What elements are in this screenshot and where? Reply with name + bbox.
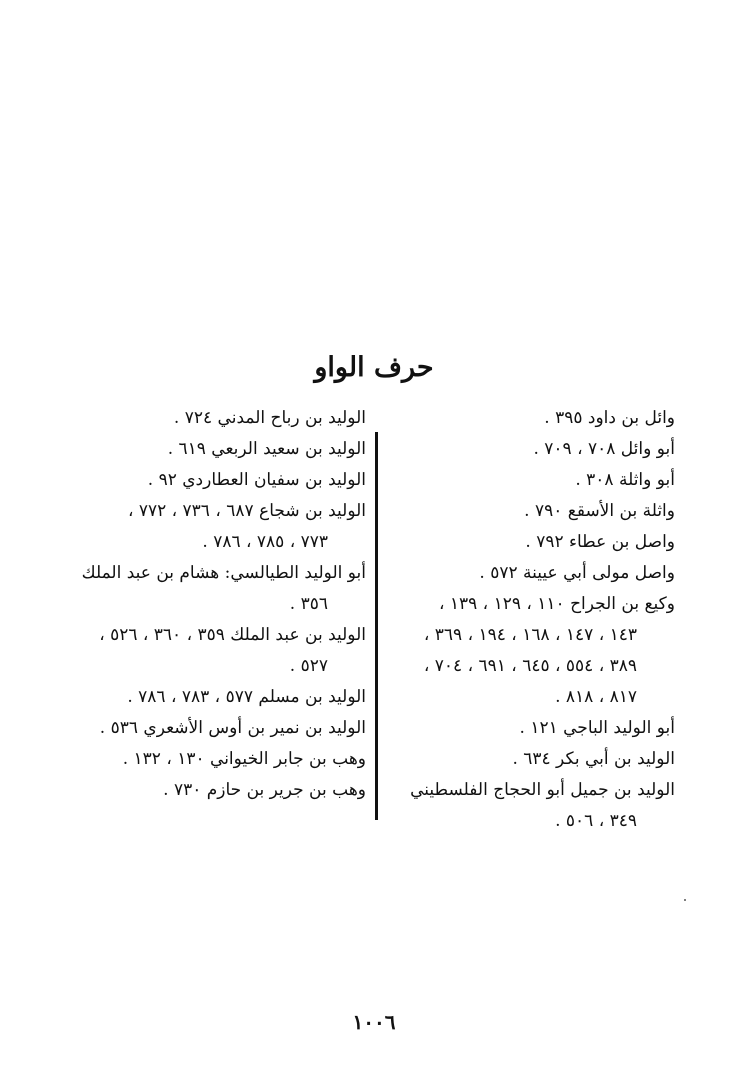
index-entry-text: الوليد بن رباح المدني ٧٢٤ . — [173, 408, 366, 428]
index-entry — [78, 713, 366, 744]
print-speck — [684, 899, 686, 901]
index-entry-text: أبو وائل ٧٠٨ ، ٧٠٩ . — [533, 439, 675, 459]
index-entry — [395, 465, 675, 496]
index-entry-continuation: ١٤٣ ، ١٤٧ ، ١٦٨ ، ١٩٤ ، ٣٦٩ ، — [423, 625, 637, 645]
index-entry — [395, 589, 675, 713]
index-entry — [78, 682, 366, 713]
index-entry-continuation: ٥٢٧ . — [289, 656, 328, 676]
index-entry-text: وهب بن جابر الخيواني ١٣٠ ، ١٣٢ . — [122, 749, 366, 769]
index-entry-continuation: ٣٤٩ ، ٥٠٦ . — [555, 811, 637, 831]
index-entry-text: الوليد بن مسلم ٥٧٧ ، ٧٨٣ ، ٧٨٦ . — [127, 687, 366, 707]
index-entry — [78, 775, 366, 806]
index-entry-continuation: ٨١٧ ، ٨١٨ . — [555, 687, 637, 707]
index-entry — [395, 558, 675, 589]
index-entry-text: أبو الوليد الطيالسي: هشام بن عبد الملك — [81, 563, 366, 583]
index-entry-continuation: ٣٥٦ . — [289, 594, 328, 614]
index-entry-text: الوليد بن جميل أبو الحجاج الفلسطيني — [410, 780, 675, 800]
index-entry-text: أبو واثلة ٣٠٨ . — [575, 470, 675, 490]
index-entry-continuation: ٣٨٩ ، ٥٥٤ ، ٦٤٥ ، ٦٩١ ، ٧٠٤ ، — [423, 656, 637, 676]
index-entry-text: الوليد بن شجاع ٦٨٧ ، ٧٣٦ ، ٧٧٢ ، — [127, 501, 366, 521]
index-entry — [395, 744, 675, 775]
index-entry — [395, 713, 675, 744]
index-entry — [78, 558, 366, 620]
index-entry — [78, 620, 366, 682]
index-entry — [78, 434, 366, 465]
index-entry-continuation: ٧٧٣ ، ٧٨٥ ، ٧٨٦ . — [202, 532, 328, 552]
index-entry — [395, 434, 675, 465]
index-entry-text: وكيع بن الجراح ١١٠ ، ١٢٩ ، ١٣٩ ، — [438, 594, 675, 614]
index-entry — [78, 744, 366, 775]
index-entry-text: أبو الوليد الباجي ١٢١ . — [519, 718, 675, 738]
page-title: حرف الواو — [314, 352, 434, 383]
column-divider — [375, 432, 378, 820]
index-column-left — [78, 403, 366, 806]
index-entry — [78, 403, 366, 434]
index-entry-text: واصل بن عطاء ٧٩٢ . — [525, 532, 675, 552]
index-entry — [78, 496, 366, 558]
index-entry-text: الوليد بن نمير بن أوس الأشعري ٥٣٦ . — [99, 718, 366, 738]
index-entry — [395, 775, 675, 837]
page-number: ١٠٠٦ — [352, 1010, 396, 1034]
index-entry — [78, 465, 366, 496]
index-entry — [395, 527, 675, 558]
index-entry-text: وهب بن جرير بن حازم ٧٣٠ . — [163, 780, 366, 800]
index-entry-text: الوليد بن أبي بكر ٦٣٤ . — [512, 749, 675, 769]
index-entry-text: وائل بن داود ٣٩٥ . — [544, 408, 675, 428]
index-entry-text: واثلة بن الأسقع ٧٩٠ . — [524, 501, 675, 521]
index-entry-text: واصل مولى أبي عيينة ٥٧٢ . — [479, 563, 675, 583]
index-entry-text: الوليد بن سفيان العطاردي ٩٢ . — [147, 470, 366, 490]
index-entry — [395, 496, 675, 527]
index-entry — [395, 403, 675, 434]
index-entry-text: الوليد بن عبد الملك ٣٥٩ ، ٣٦٠ ، ٥٢٦ ، — [99, 625, 366, 645]
index-entry-text: الوليد بن سعيد الربعي ٦١٩ . — [167, 439, 366, 459]
index-column-right — [395, 403, 675, 837]
